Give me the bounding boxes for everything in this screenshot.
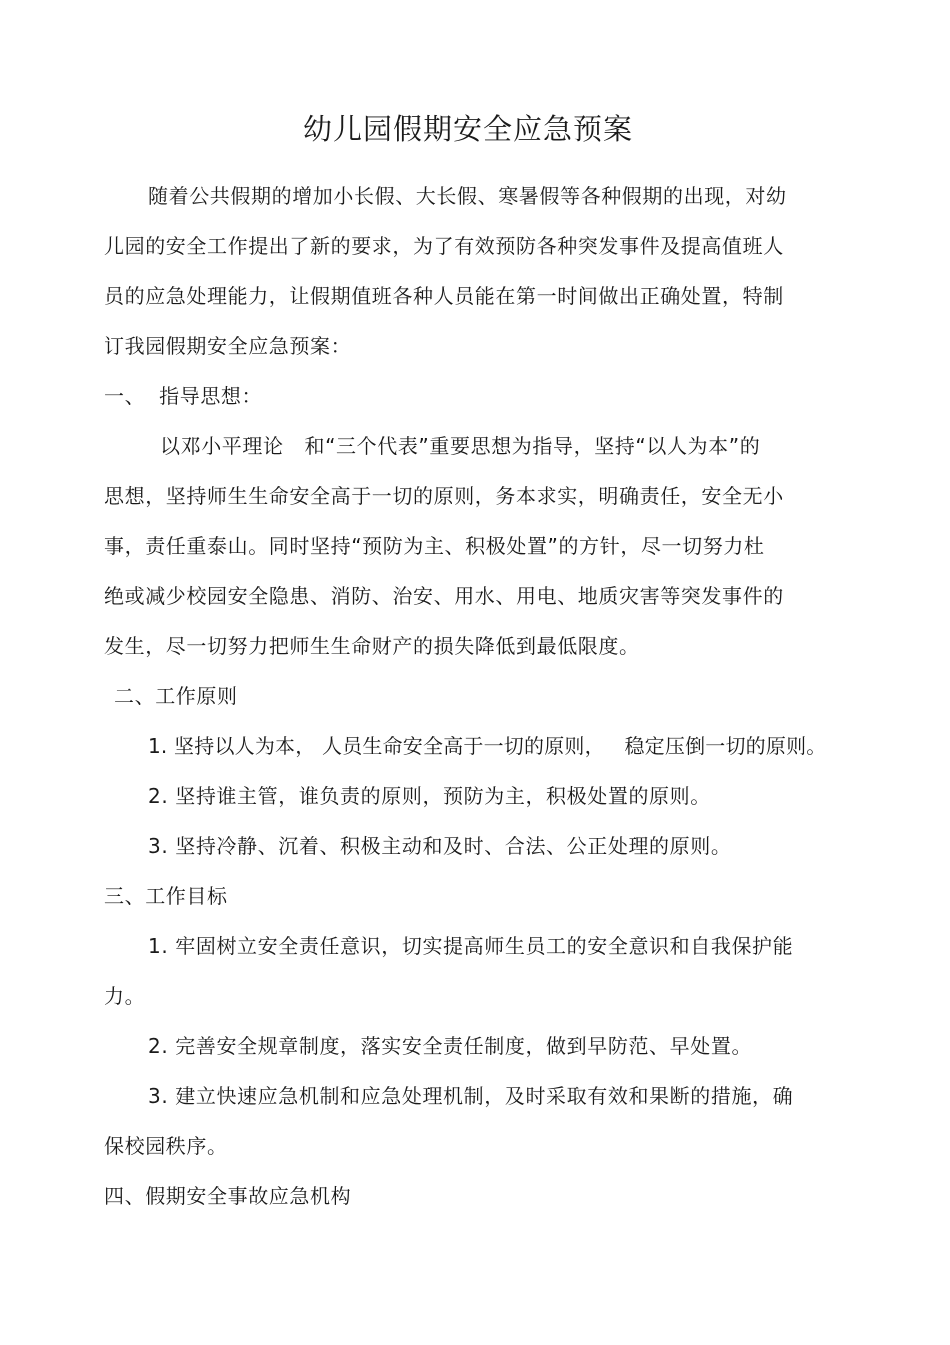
list-item: 3. 坚持冷静、沉着、积极主动和及时、合法、公正处理的原则。 (148, 834, 732, 858)
list-item: 3. 建立快速应急机制和应急处理机制，及时采取有效和果断的措施，确 (148, 1084, 794, 1108)
section-heading: 四、假期安全事故应急机构 (104, 1184, 352, 1208)
section-heading: 三、工作目标 (104, 884, 228, 908)
document-title: 幼儿园假期安全应急预案 (302, 112, 633, 146)
paragraph-line: 随着公共假期的增加小长假、大长假、寒暑假等各种假期的出现，对幼 (148, 184, 787, 208)
paragraph-line: 绝或减少校园安全隐患、消防、治安、用水、用电、地质灾害等突发事件的 (104, 584, 784, 608)
paragraph-line: 保校园秩序。 (104, 1134, 228, 1158)
paragraph-line: 事，责任重泰山。同时坚持“预防为主、积极处置”的方针，尽一切努力杜 (104, 534, 765, 558)
list-item: 2. 坚持谁主管，谁负责的原则，预防为主，积极处置的原则。 (148, 784, 711, 808)
paragraph-line: 力。 (104, 984, 146, 1008)
paragraph-line: 儿园的安全工作提出了新的要求，为了有效预防各种突发事件及提高值班人 (104, 234, 784, 258)
paragraph-line: 思想，坚持师生生命安全高于一切的原则，务本求实，明确责任，安全无小 (104, 484, 784, 508)
section-heading: 二、工作原则 (114, 684, 238, 708)
paragraph-line: 订我园假期安全应急预案： (104, 334, 352, 358)
list-item: 2. 完善安全规章制度，落实安全责任制度，做到早防范、早处置。 (148, 1034, 753, 1058)
paragraph-line: 发生，尽一切努力把师生生命财产的损失降低到最低限度。 (104, 634, 640, 658)
paragraph-line: 以邓小平理论 和“三个代表”重要思想为指导，坚持“以人为本”的 (160, 434, 761, 458)
paragraph-line: 员的应急处理能力，让假期值班各种人员能在第一时间做出正确处置，特制 (104, 284, 784, 308)
section-heading: 一、 指导思想： (104, 384, 263, 408)
list-item: 1. 坚持以人为本， 人员生命安全高于一切的原则， 稳定压倒一切的原则。 (148, 734, 827, 758)
list-item: 1. 牢固树立安全责任意识，切实提高师生员工的安全意识和自我保护能 (148, 934, 794, 958)
